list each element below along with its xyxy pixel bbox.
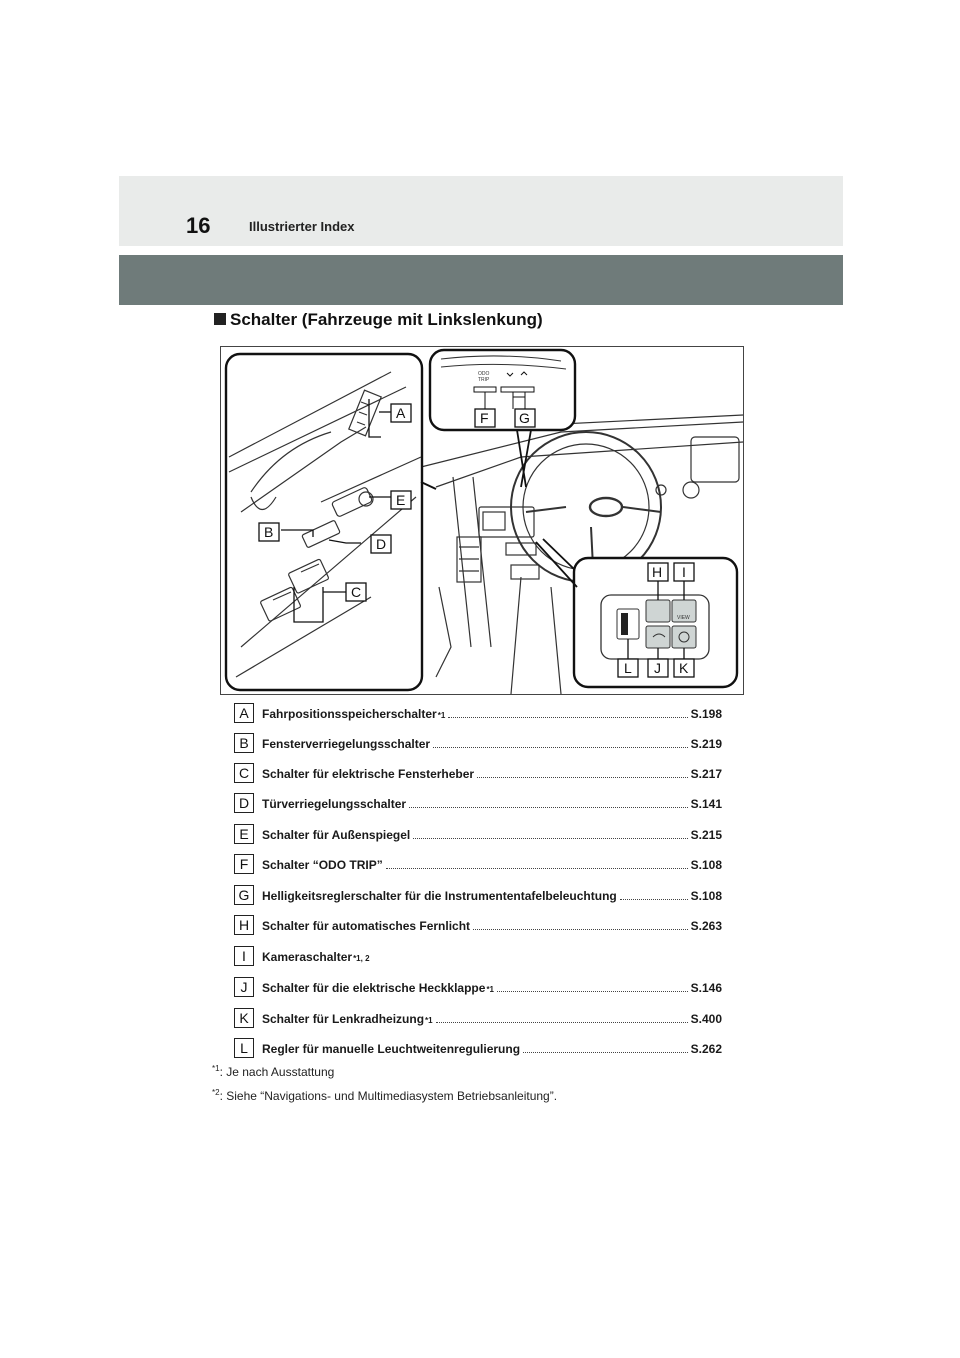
leader-dots — [477, 777, 688, 778]
page-number: 16 — [186, 213, 211, 238]
entry-letter: J — [234, 977, 254, 997]
leader-dots — [497, 991, 688, 992]
entry-j — [234, 977, 724, 997]
callout-e: E — [396, 492, 406, 508]
section-title — [214, 310, 543, 330]
entry-label: Schalter für Lenkradheizung — [262, 1012, 425, 1026]
entry-f — [234, 854, 724, 874]
header-bar — [119, 176, 843, 246]
entry-label: Fahrpositionsspeicherschalter — [262, 707, 437, 721]
leader-dots — [436, 1022, 688, 1023]
entry-footnote-mark: *1 — [437, 711, 446, 720]
footnote-mark: *1 — [212, 1064, 220, 1073]
entry-label: Schalter für elektrische Fensterheber — [262, 767, 475, 781]
callout-d: D — [376, 536, 387, 552]
entry-footnote-mark: *1, 2 — [353, 954, 370, 963]
header-band — [119, 255, 843, 305]
entry-page-ref[interactable]: S.215 — [690, 828, 722, 842]
callout-c: C — [351, 584, 362, 600]
callout-h: H — [652, 564, 663, 580]
entry-h — [234, 915, 724, 935]
entry-letter: E — [234, 824, 254, 844]
footnote-2 — [212, 1088, 557, 1103]
callout-j: J — [654, 660, 661, 676]
footnote-text: : Siehe “Navigations- und Multimediasystem Betriebsanleitung”. — [219, 1089, 558, 1103]
header-title: Illustrierter Index — [249, 219, 355, 234]
square-bullet-icon — [214, 313, 226, 325]
entry-footnote-mark: *1 — [425, 1016, 433, 1025]
entry-letter: L — [234, 1038, 254, 1058]
entry-d — [234, 793, 724, 813]
callout-g: G — [519, 410, 530, 426]
leader-dots — [448, 717, 687, 718]
leader-dots — [413, 838, 687, 839]
entry-page-ref[interactable]: S.219 — [690, 737, 722, 751]
entry-label: Regler für manuelle Leuchtweitenregulierung — [262, 1042, 521, 1056]
entry-footnote-mark: *1 — [486, 985, 494, 994]
entry-label: Fensterverriegelungsschalter — [262, 737, 431, 751]
leader-dots — [386, 868, 688, 869]
entry-letter: G — [234, 885, 254, 905]
switch-illustration-drawing — [221, 347, 743, 694]
section-title-text: Schalter (Fahrzeuge mit Linkslenkung) — [230, 310, 543, 329]
entry-letter: D — [234, 793, 254, 813]
leader-dots — [473, 929, 688, 930]
entry-page-ref[interactable]: S.262 — [690, 1042, 722, 1056]
switch-illustration — [220, 346, 744, 695]
entry-page-ref[interactable]: S.400 — [690, 1012, 722, 1026]
callout-b: B — [264, 524, 274, 540]
entry-page-ref[interactable]: S.217 — [690, 767, 722, 781]
entry-c — [234, 763, 724, 783]
entry-page-ref[interactable]: S.263 — [690, 919, 722, 933]
entry-b — [234, 733, 724, 753]
odo-label: ODO — [478, 371, 490, 377]
entry-a — [234, 703, 724, 723]
footnote-mark: *2 — [212, 1088, 220, 1097]
entry-letter: F — [234, 854, 254, 874]
callout-f: F — [480, 410, 489, 426]
cluster-switch-inset — [430, 350, 575, 430]
entry-page-ref[interactable]: S.108 — [690, 889, 722, 903]
entry-i — [234, 946, 724, 966]
leader-dots — [523, 1052, 688, 1053]
footnote-1 — [212, 1064, 334, 1079]
entry-e — [234, 824, 724, 844]
entry-label: Helligkeitsreglerschalter für die Instrumententafelbeleuchtung — [262, 889, 617, 903]
callout-a: A — [396, 405, 406, 421]
callout-k: K — [679, 660, 689, 676]
view-label: VIEW — [677, 615, 690, 621]
entry-l — [234, 1038, 724, 1058]
entry-letter: C — [234, 763, 254, 783]
footnote-text: : Je nach Ausstattung — [219, 1065, 335, 1079]
callout-i: I — [682, 564, 686, 580]
entry-label: Schalter für automatisches Fernlicht — [262, 919, 471, 933]
entry-k — [234, 1008, 724, 1028]
trip-label: TRIP — [478, 377, 490, 383]
entry-page-ref[interactable]: S.146 — [690, 981, 722, 995]
leader-dots — [433, 747, 688, 748]
entry-page-ref[interactable]: S.198 — [690, 707, 722, 721]
entry-label: Türverriegelungsschalter — [262, 797, 407, 811]
callout-l: L — [624, 660, 632, 676]
entry-page-ref[interactable]: S.108 — [690, 858, 722, 872]
entry-letter: I — [234, 946, 254, 966]
entry-letter: H — [234, 915, 254, 935]
leader-dots — [409, 807, 688, 808]
entry-label: Schalter für die elektrische Heckklappe — [262, 981, 486, 995]
entry-label: Schalter “ODO TRIP” — [262, 858, 383, 872]
entry-label: Schalter für Außenspiegel — [262, 828, 411, 842]
entry-letter: B — [234, 733, 254, 753]
leader-dots — [620, 899, 688, 900]
entry-letter: K — [234, 1008, 254, 1028]
entry-label: Kameraschalter — [262, 950, 353, 964]
entry-page-ref[interactable]: S.141 — [690, 797, 722, 811]
entry-letter: A — [234, 703, 254, 723]
entry-g — [234, 885, 724, 905]
